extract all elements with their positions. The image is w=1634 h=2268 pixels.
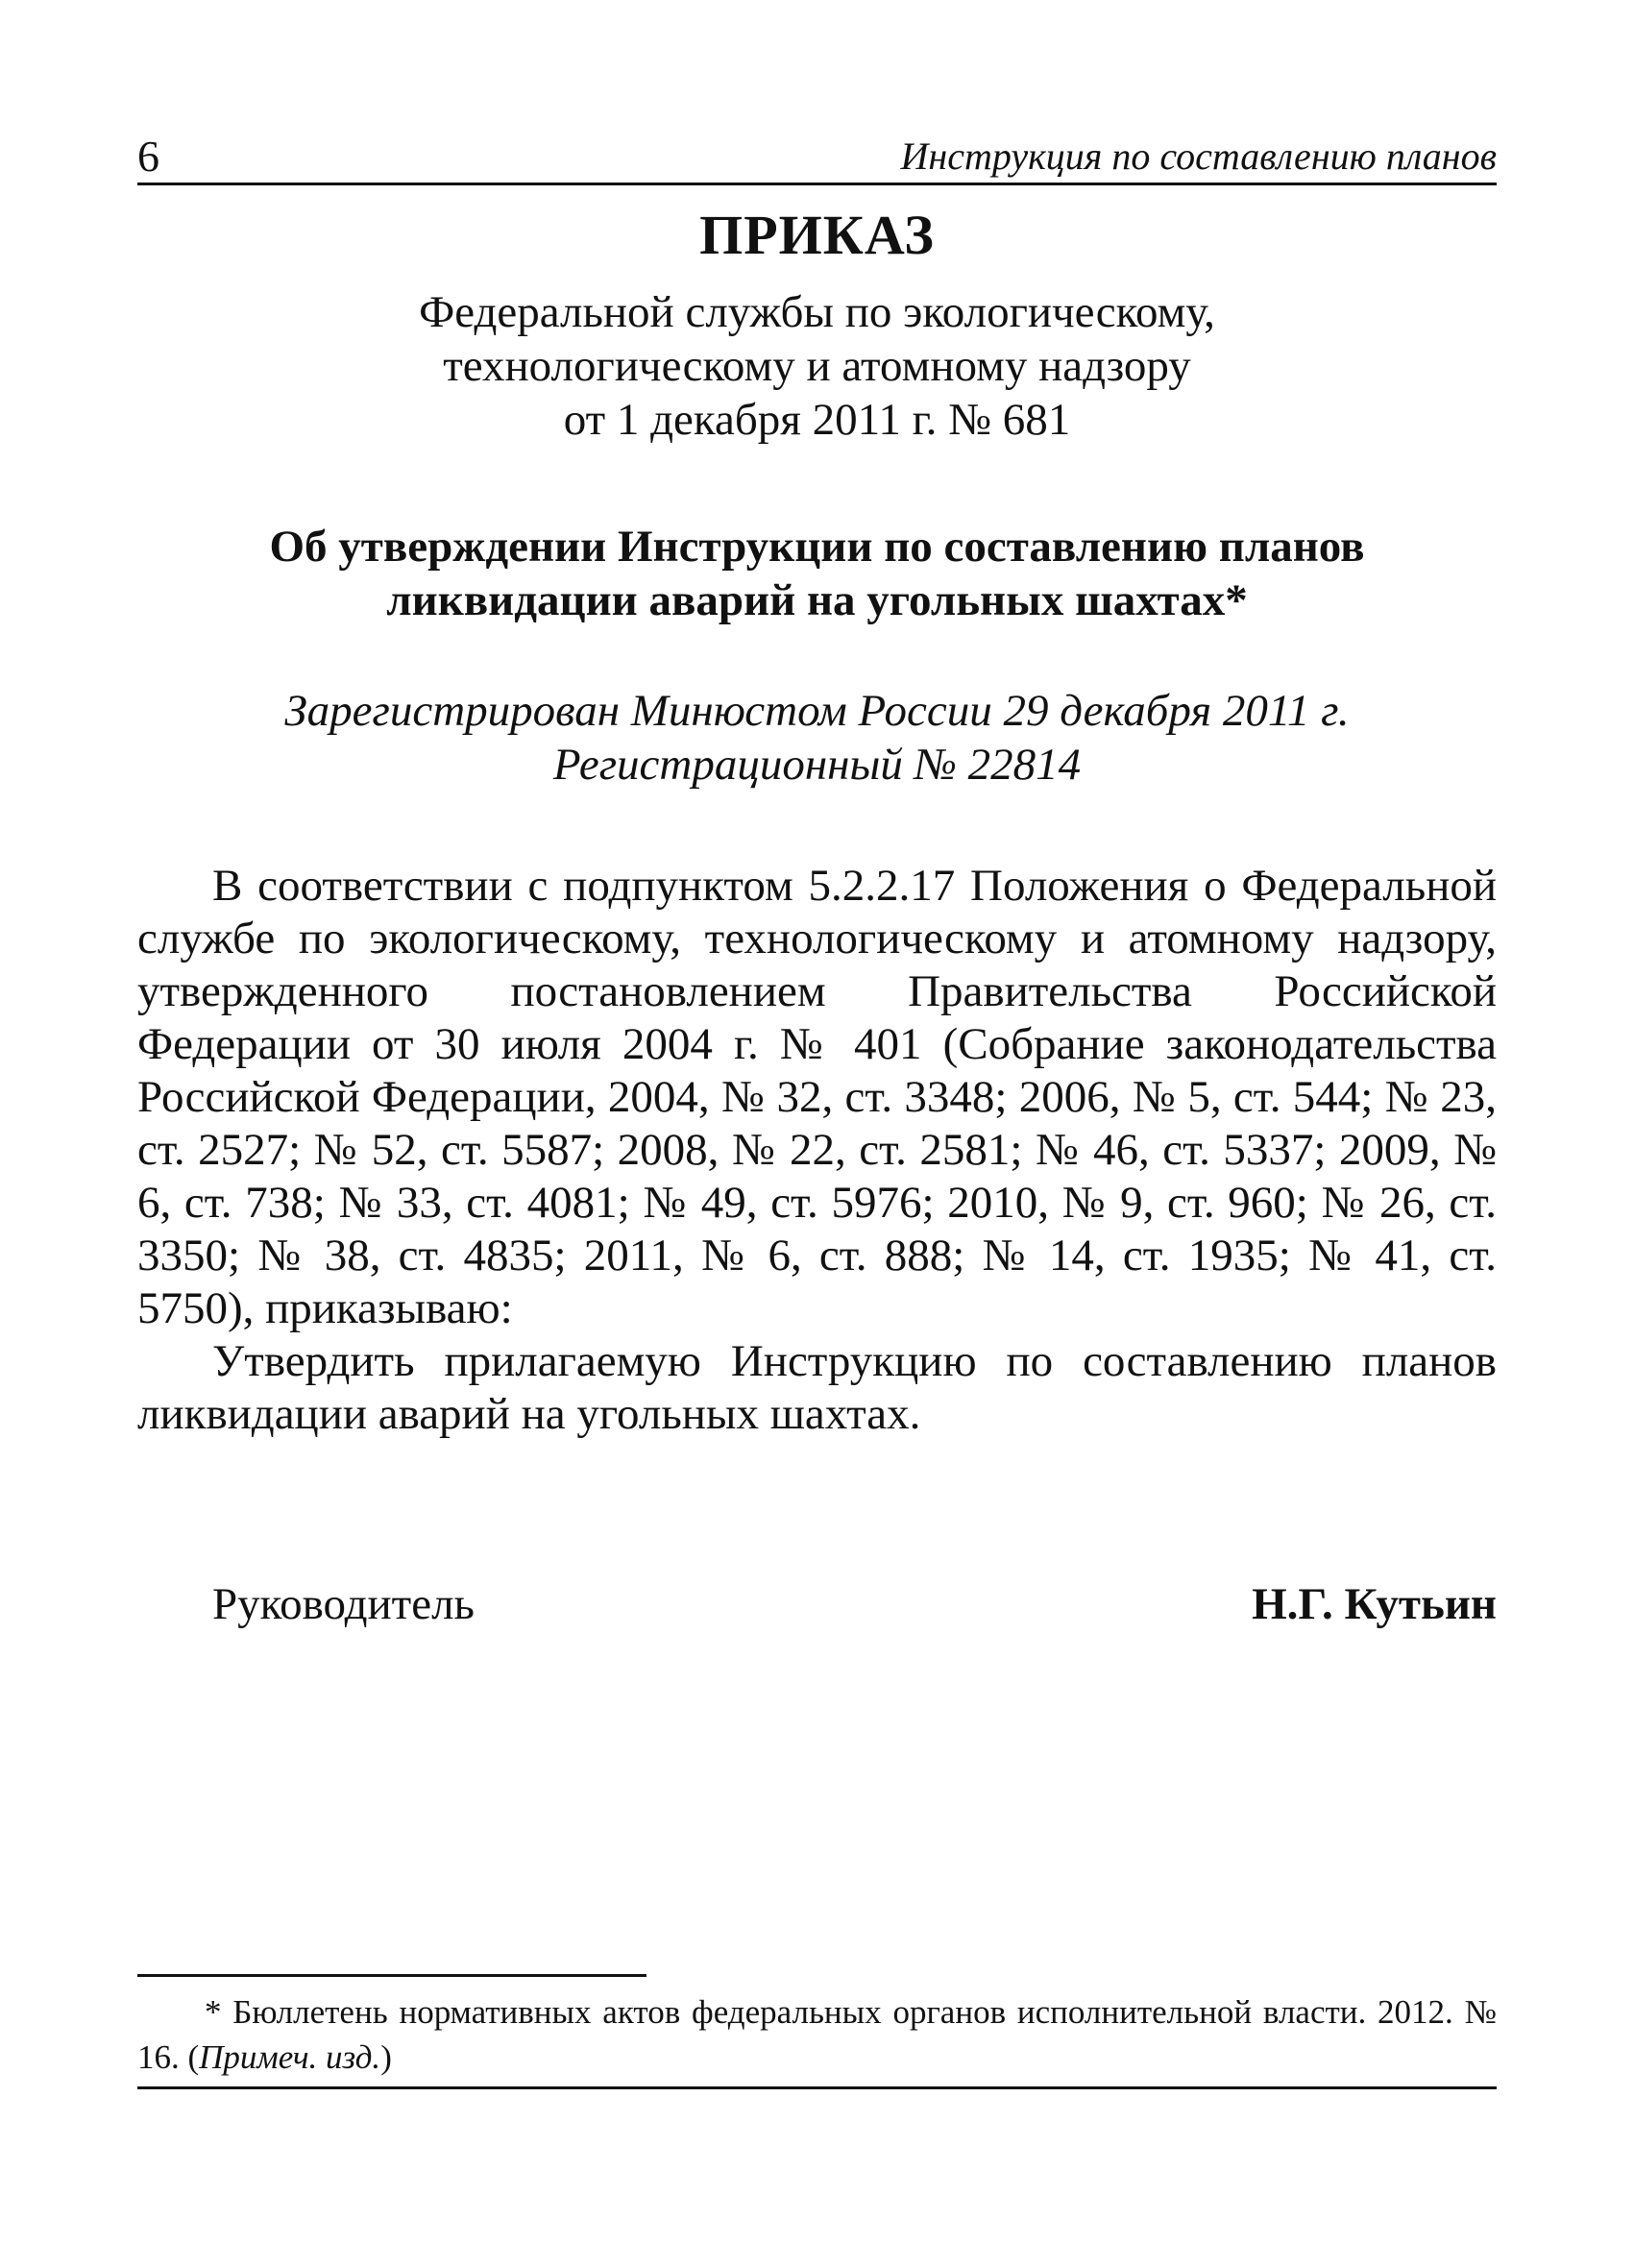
footnote <box>137 1989 1497 2080</box>
bottom-divider <box>137 2086 1497 2089</box>
footnote-close: ) <box>380 2038 392 2076</box>
running-title: Инструкция по составлению планов <box>900 134 1497 178</box>
footnote-note: Примеч. изд. <box>199 2038 381 2076</box>
document-title: ПРИКАЗ <box>699 204 935 266</box>
signer-title: Руководитель <box>212 1579 475 1629</box>
agency-line: технологическому и атомному надзору <box>443 341 1191 391</box>
registration-line: Зарегистрирован Минюстом России 29 декабря 2011 г. <box>284 686 1350 736</box>
footnote-body: * Бюллетень нормативных актов федеральных органов исполнительной власти. 2012. № 16. ( <box>137 1993 1497 2076</box>
body-paragraph: В соответствии с подпунктом 5.2.2.17 Положения о Федеральной службе по экологическому, технологическому и атомному надзору, утвержденного постановлением Правительства Российской Федерации от 30 июля 2004 г. № 401 (Собрание законодательства Российской Федерации, 2004, № 32, ст. 3348; 2006, № 5, ст. 544; № 23, ст. 2527; № 52, ст. 5587; 2008, № 22, ст. 2581; № 46, ст. 5337; 2009, № 6, ст. 738; № 33, ст. 4081; № 49, ст. 5976; 2010, № 9, ст. 960; № 26, ст. 3350; № 38, ст. 4835; 2011, № 6, ст. 888; № 14, ст. 1935; № 41, ст. 5750), приказываю: <box>137 861 1497 1333</box>
registration-number: Регистрационный № 22814 <box>552 740 1082 790</box>
issuing-agency <box>137 285 1497 447</box>
document-body <box>137 860 1497 1441</box>
signer-name: Н.Г. Кутьин <box>1252 1579 1497 1629</box>
footnote-text <box>137 1989 1497 2080</box>
page-number: 6 <box>137 132 159 181</box>
signature-block <box>137 1575 1497 1633</box>
subject-line: ликвидации аварий на угольных шахтах* <box>386 575 1248 625</box>
subject-line: Об утверждении Инструкции по составлению планов <box>269 522 1365 572</box>
document-subject <box>137 520 1497 627</box>
body-paragraph: Утвердить прилагаемую Инструкцию по составлению планов ликвидации аварий на угольных шахтах. <box>137 1336 1497 1439</box>
registration-info <box>137 684 1497 792</box>
order-date-number: от 1 декабря 2011 г. № 681 <box>563 395 1071 445</box>
agency-line: Федеральной службы по экологическому, <box>419 287 1215 337</box>
running-head <box>137 133 1497 185</box>
footnote-divider <box>137 1974 646 1977</box>
